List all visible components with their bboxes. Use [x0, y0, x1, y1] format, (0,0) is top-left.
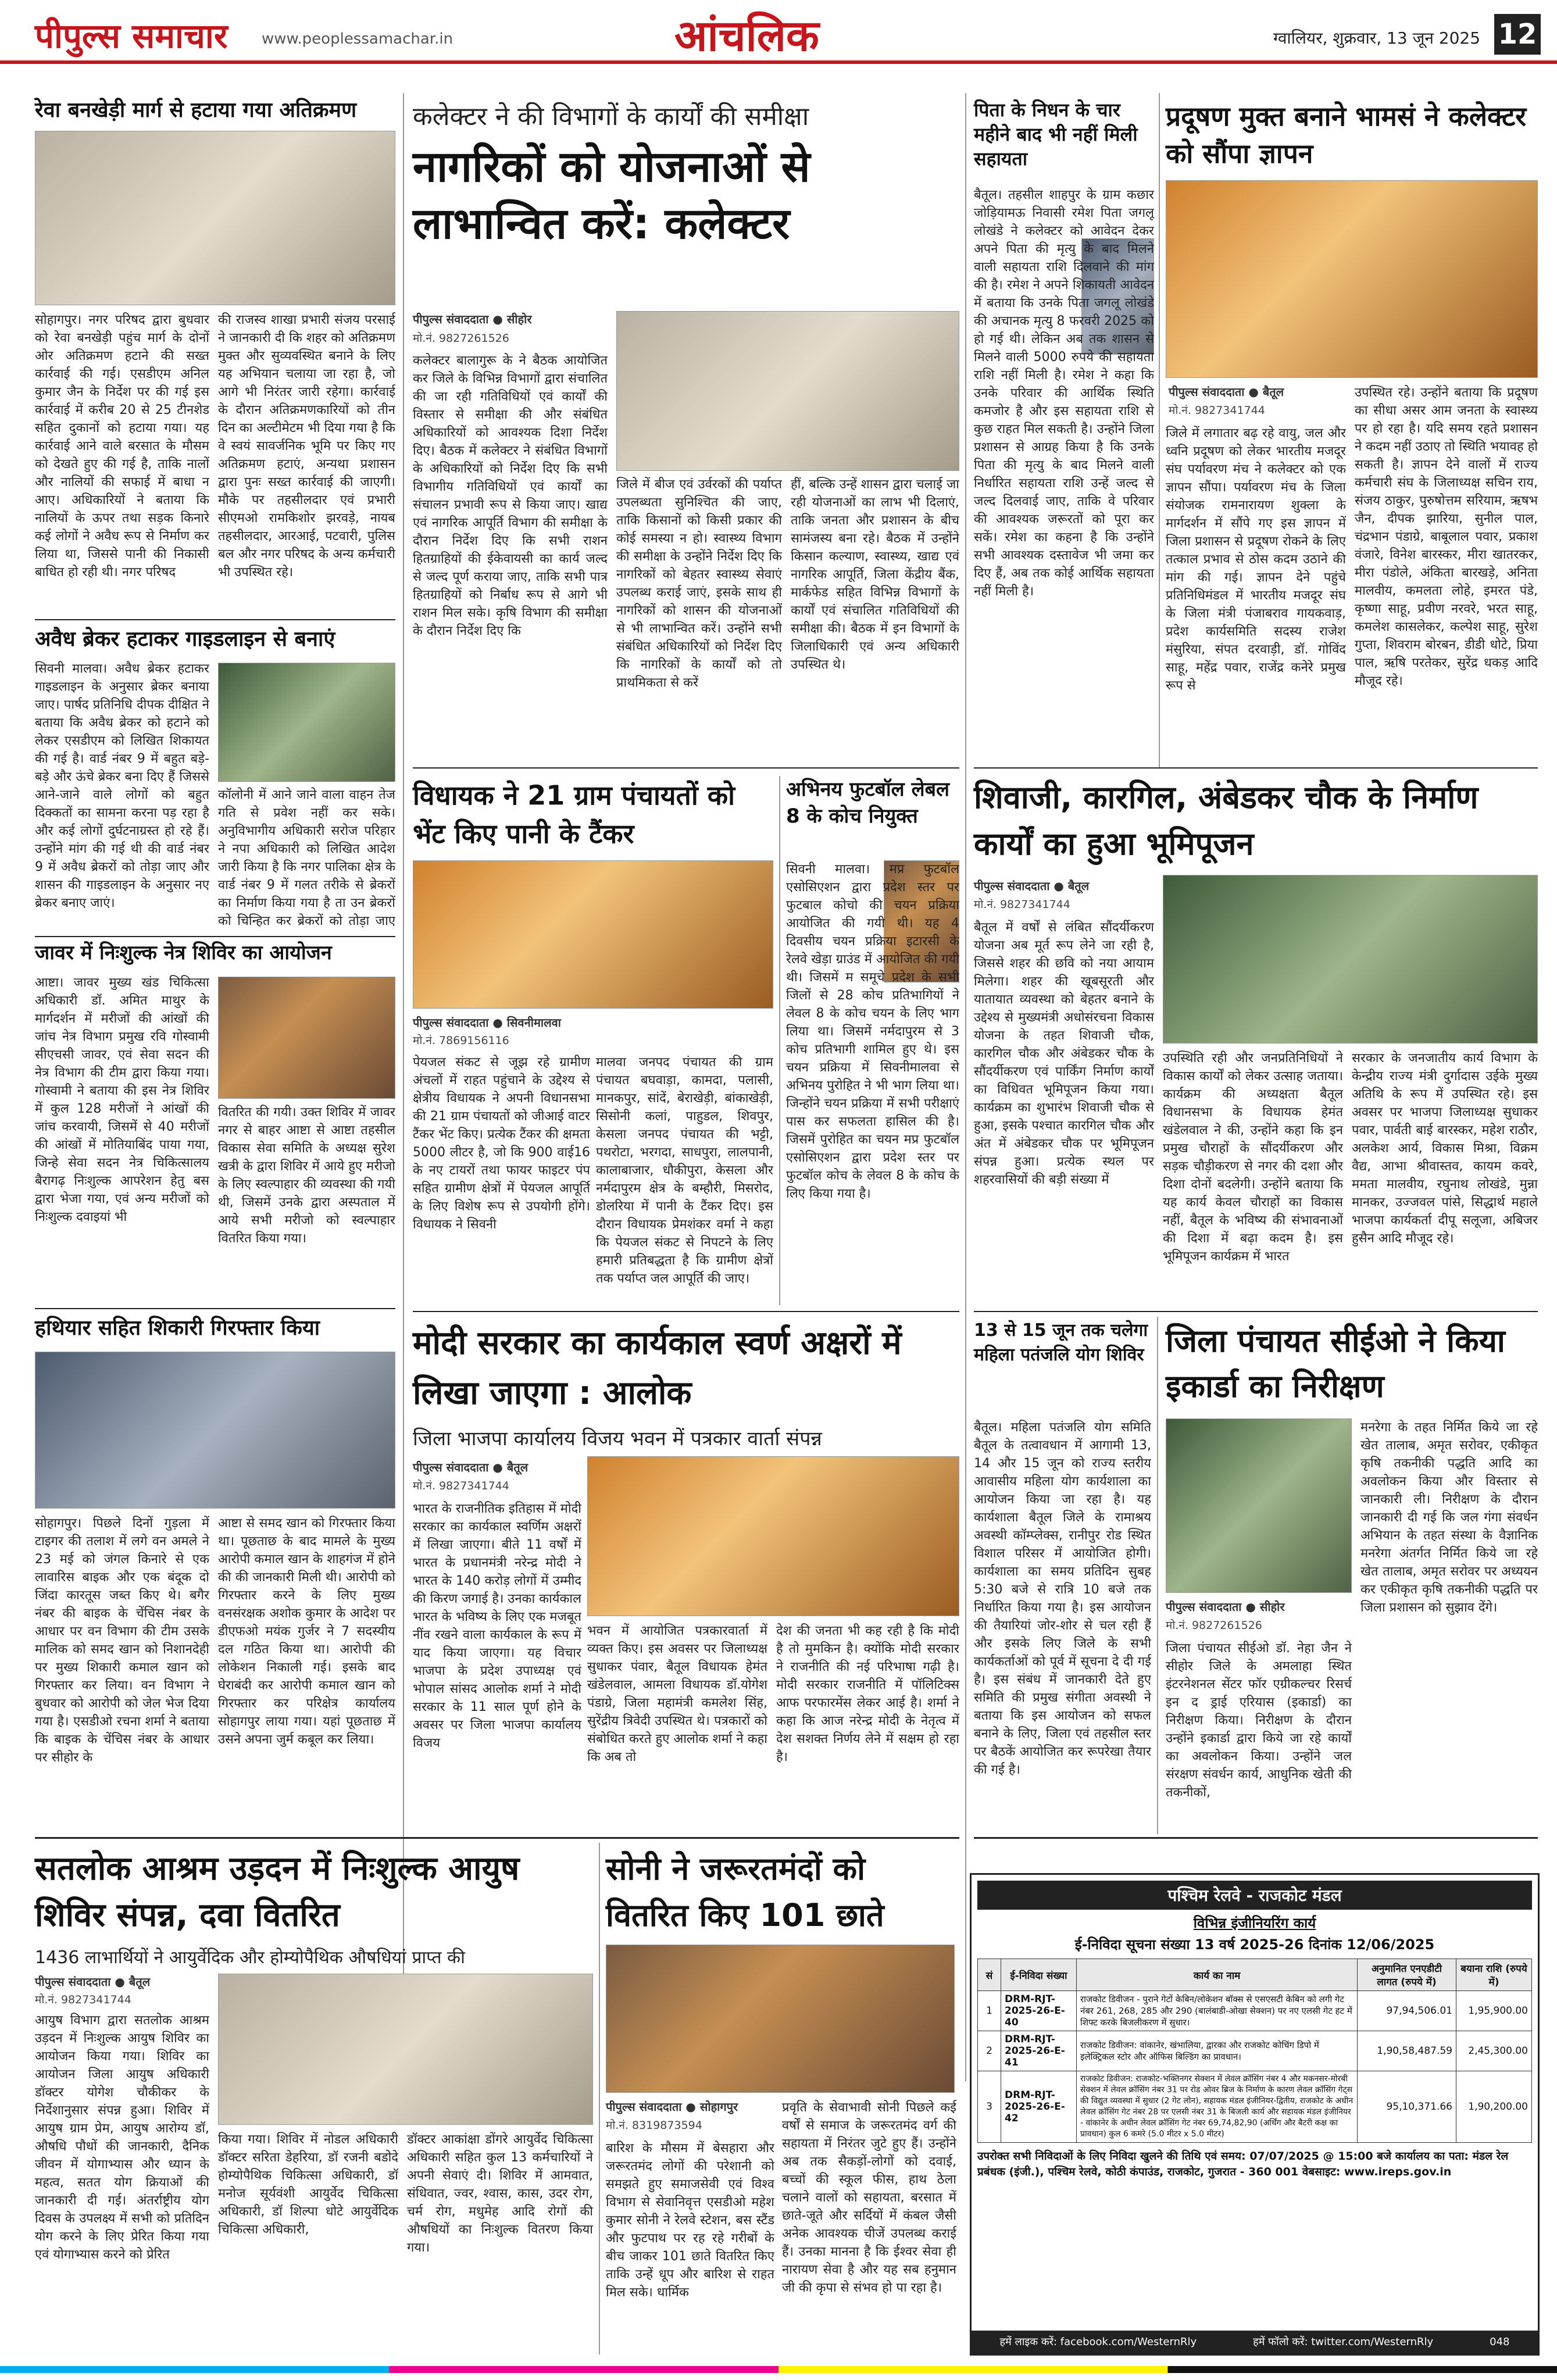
row-sn: 1 — [978, 1991, 1001, 2031]
tender-notice-no: ई-निविदा सूचना संख्या 13 वर्ष 2025-26 दिनांक 12/06/2025 — [1074, 1936, 1435, 1953]
tender-org: पश्चिम रेलवे - राजकोट मंडल — [977, 1881, 1532, 1910]
article-photo — [606, 1945, 955, 2093]
article-photo — [1163, 875, 1538, 1044]
article-body: प्रवृति के सेवाभावी सोनी पिछले कई वर्षों से समाज के जरूरतमंद वर्ग की सहायता में निरंतर जुटे हुए हैं। उन्होंने अब तक सैकड़ों-लोगों को दवाई, बच्चों की स्कूल फीस, हाथ ठेला चलाने वालों को सहायता, बरसात में छाते-जूते और सर्दियों में कंबल जैसी अनेक आवश्यक चीजें उपलब्ध कराई हैं। उनका मानना है कि ईश्वर सेवा ही नारायण सेवा है और यह सब हनुमान जी की कृपा से संभव हो पा रहा है। — [782, 2100, 956, 2295]
article-body: सोहागपुर। पिछले दिनों गुड़ला में टाइगर की तलाश में लगे वन अमले ने 23 मई को जंगल किनारे से एक लावारिस बाइक और एक बंदूक दो जिंदा कारतूस जब्त किए थे। बगैर नंबर की बाइक के चेंचिस नंबर के आधार पर वन विभाग की टीम उसके मालिक को समद खान को निशानदेही पर मुख्य शिकारी कमाल खान को गिरफ्तार कर लिया। वन विभाग ने बुधवार को आरोपी को जेल भेज दिया गया है। एसडीओ रचना शर्मा ने बताया कि बाइक के चेंचिस नंबर के आधार पर सीहोर के — [35, 1516, 209, 1765]
article-headline: सतलोक आश्रम उड़दन में निःशुल्क आयुष शिविर संपन्न, दवा वितरित — [35, 1850, 520, 1934]
column-divider — [1159, 93, 1160, 767]
article-body: बैतूल में वर्षों से लंबित सौंदर्यीकरण योजना अब मूर्त रूप लेने जा रही है, जिससे शहर की छवि को नया आयाम मिलेगा। शहर की खूबसूरती और यातायात व्यवस्था को बेहतर बनाने के उद्देश्य से मुख्यमंत्री अधोसंरचना विकास योजना के तहत शिवाजी चौक, कारगिल चौक और अंबेडकर चौक के सौंदर्यीकरण एवं पार्किंग निर्माण कार्यों का विधिवत भूमिपूजन किया गया। कार्यक्रम का शुभारंभ शिवाजी चौक से हुआ, इसके पश्चात कारगिल चौक और अंत में अंबेडकर चौक पर भूमिपूजन संपन्न हुआ। प्रत्येक स्थल पर शहरवासियों की बड़ी संख्या में — [974, 920, 1154, 1187]
table-header: बयाना राशि (रुपये में) — [1456, 1959, 1532, 1991]
facebook-link[interactable]: हमें लाइक करें: facebook.com/WesternRly — [999, 2336, 1197, 2348]
article-body: मालवा जनपद पंचायत की ग्राम पंचायत बघवाड़ा, कामदा, पलासी, मानकपुर, सांदें, बेराखेड़ी, बांकाखेड़ी, सिसोनी कलां, पाहुडल, शिवपुर, केसला जनपद पंचायत की भट्टी, पथरोटा, भरगदा, साधपुरा, लालपानी, कालाबाजार, धौकीपुरा, केसला और नर्मदापुरम क्षेत्र के बम्हौरी, मिसरोद, डोलरिया में पानी के टैंकर दिए। इस दौरान विधायक प्रेमशंकर वर्मा ने कहा कि पेयजल संकट से निपटने के लिए हमारी प्रतिबद्धता है कि ग्रामीण क्षेत्रों तक पर्याप्त जल आपूर्ति की जाए। — [596, 1055, 773, 1286]
divider — [974, 767, 1538, 769]
byline: पीपुल्स संवाददाता ● बैतूल — [1169, 385, 1284, 399]
article-headline: मोदी सरकार का कार्यकाल स्वर्ण अक्षरों में लिखा जाएगा : आलोक — [413, 1324, 902, 1412]
tender-table — [977, 1959, 1532, 2143]
reporter-mobile: मो.नं. 9827341744 — [35, 1993, 131, 2006]
divider — [974, 1837, 1538, 1839]
article-photo — [35, 131, 395, 305]
page-number: 12 — [1494, 14, 1541, 55]
column-divider — [403, 93, 404, 2093]
byline: पीपुल्स संवाददाता ● सीहोर — [413, 312, 532, 326]
row-work: राजकोट डिवीजन - पुराने गेटों केबिन/लोकेशन बॉक्स से एसएसटी केबिन को लगी गेट नंबर 261, 268, 285 और 290 (बालंबाडी-ओखा सेक्शन) पर नए एलसी गेट हट में शिफ्ट करके बिजलीकरण में सुधार। — [1077, 1991, 1358, 2031]
article-body: देश की जनता भी कह रही है कि मोदी है तो मुमकिन है। क्योंकि मोदी सरकार ने राजनीति की नई परिभाषा गढ़ी है। मोदी सरकार राजनीति में पॉलिटिक्स आफ परफारमेंस लेकर आई है। शर्मा ने कहा कि आज नरेन्द्र मोदी के नेतृत्व में देश सशक्त निर्णय लेने में सक्षम हो रहा है। — [776, 1624, 959, 1764]
article-body: आष्टा से समद खान को गिरफ्तार किया था। पूछताछ के बाद मामले के मुख्य आरोपी कमाल खान के शाहगंज में होने की की जानकारी मिली थी। आरोपी को गिरफ्तार करने के लिए मुख्य वनसंरक्षक अशोक कुमार के आदेश पर डीएफओ मयंक गुर्जर ने 7 सदस्यीय दल गठित किया था। आरोपी की लोकेशन निकाली गई। इसके बाद घेराबंदी कर आरोपी कमाल खान को गिरफ्तार कर परिक्षेत्र कार्यालय सोहागपुर लाया गया। यहां पूछताछ में उसने अपना जुर्म कबूल कर लिया। — [218, 1516, 395, 1747]
row-tender-no: DRM-RJT-2025-26-E-42 — [1001, 2071, 1077, 2143]
reporter-mobile: मो.नं. 8319873594 — [606, 2119, 702, 2132]
table-header: अनुमानित एनएडीटी लागत (रुपये में) — [1358, 1959, 1456, 1991]
section-title: आंचलिक — [674, 11, 819, 61]
article-body: डॉक्टर आकांक्षा डोंगरे आयुर्वेद चिकित्सा अधिकारी सहित कुल 13 कर्मचारियों ने अपनी सेवाएं दी। शिविर में आमवात, संधिवात, ज्वर, श्वास, कास, उदर रोग, चर्म रोग, मधुमेह आदि रोगों की औषधियों का निःशुल्क वितरण किया गया। — [407, 2132, 593, 2255]
reporter-mobile: मो.नं. 9827341744 — [1169, 404, 1265, 417]
row-emd: 1,90,200.00 — [1456, 2071, 1532, 2143]
row-emd: 1,95,900.00 — [1456, 1991, 1532, 2031]
table-row — [978, 1991, 1532, 2031]
table-row — [978, 2071, 1532, 2143]
byline: पीपुल्स संवाददाता ● बैतूल — [35, 1975, 151, 1989]
article-headline: अभिनय फुटबॉल लेबल 8 के कोच नियुक्त — [786, 778, 950, 828]
table-row — [978, 2031, 1532, 2071]
article-headline: विधायक ने 21 ग्राम पंचायतों को भेंट किए पानी के टैंकर — [413, 780, 735, 849]
article-headline: पिता के निधन के चार महीने बाद भी नहीं मिली सहायता — [974, 99, 1138, 170]
row-tender-no: DRM-RJT-2025-26-E-40 — [1001, 1991, 1077, 2031]
row-work: राजकोट डिवीजन: वांकानेर, खंभालिया, द्वारका और राजकोट कोचिंग डिपो में इलेक्ट्रिकल स्टोर और ऑफिस बिल्डिंग का प्रावधान। — [1077, 2031, 1358, 2071]
row-cost: 97,94,506.01 — [1358, 1991, 1456, 2031]
twitter-link[interactable]: हमें फॉलो करें: twitter.com/WesternRly — [1253, 2336, 1434, 2348]
print-colour-bar — [0, 2366, 1557, 2373]
article-subhead: जिला भाजपा कार्यालय विजय भवन में पत्रकार वार्ता संपन्न — [413, 1427, 822, 1450]
masthead — [0, 0, 1557, 64]
article-body: कलेक्टर बालागुरू के ने बैठक आयोजित कर जिले के विभिन्न विभागों द्वारा संचालित की जा रही गतिविधियों एवं कार्यों की विस्तार से समीक्षा की और संबंधित अधिकारियों को आवश्यक दिशा निर्देश दिए। बैठक में कलेक्टर ने संबंधित विभागों के अधिकारियों को निर्देश दिए कि सभी विभागीय गतिविधियों एवं कार्यों का संचालन प्रभावी रूप से किया जाए। खाद्य एवं नागरिक आपूर्ति विभाग की समीक्षा के दौरान निर्देश दिए कि सभी राशन हितग्राहियों की ईकेवायसी का कार्य जल्द से जल्द पूर्ण कराया जाए, ताकि सभी पात्र हितग्राहियों को निर्बाध रूप से आगे भी राशन मिल सके। कृषि विभाग की समीक्षा के दौरान निर्देश दिए कि — [413, 353, 608, 638]
article-headline: प्रदूषण मुक्त बनाने भामसं ने कलेक्टर को सौंपा ज्ञापन — [1166, 101, 1527, 169]
article-body: वितरित की गयी। उक्त शिविर में जावर नगर से बाहर आष्टा से आष्टा तहसील विकास सेवा समिति के अध्यक्ष सुरेश खत्री के द्वारा शिविर में आये हुए मरीजो के लिए स्वल्पाहार की व्यवस्था की गयी थी, जिसमें उनके द्वारा अस्पताल में आये सभी मरीजो को स्वल्पाहार वितरित किया गया। — [218, 1105, 395, 1246]
table-header: सं — [978, 1959, 1001, 1991]
divider — [35, 936, 395, 937]
article-photo — [1166, 1418, 1352, 1593]
row-tender-no: DRM-RJT-2025-26-E-41 — [1001, 2031, 1077, 2071]
article-body: कॉलोनी में आने जाने वाला वाहन तेज गति से प्रवेश नहीं कर सके। अनुविभागीय अधिकारी सरोज परिहार ने नपा अधिकारी को लिखित आदेश जारी किया है कि नगर पालिका क्षेत्र के वार्ड नंबर 9 में गलत तरीके से ब्रेकरों का निर्माण किया गया है ता उन ब्रेकरों को चिन्हित कर ब्रेकरों को तोड़ा जाए — [218, 788, 395, 928]
article-body: आष्टा। जावर मुख्य खंड चिकित्सा अधिकारी डॉ. अमित माथुर के मार्गदर्शन में मरीजों की आंखों की जांच नेत्र विभाग प्रमुख रवि गोस्वामी सीएचसी जावर, एवं सेवा सदन की नेत्र विभाग की टीम द्वारा किया गया। गोस्वामी ने बताया की इस नेत्र शिविर में कुल 128 मरीजों ने आंखों की जांच करवायी, जिसमें से 40 मरीजों की आंखों में मोतियाबिंद पाया गया, जिन्हे सेवा सदन नेत्र चिकित्सालय बैरागढ़ निःशुल्क आपरेशन हेतु बस द्वारा भेजा गया, एवं अन्य मरीजों को निःशुल्क दवाइयां भी — [35, 975, 209, 1224]
row-work: राजकोट डिवीजन: राजकोट-भक्तिनगर सेक्शन में लेवल क्रॉसिंग नंबर 4 और मकनसर-मोरबी सेक्शन में लेवल क्रॉसिंग नंबर 31 पर रोड ओवर ब्रिज के निर्माण के कारण लेवल क्रॉसिंग गेट्स की विद्युत व्यवस्था में सुधार (2 गेट लोन), सहायक मंडल इंजीनियर-द्वितीय, राजकोट के अधीन लेवल क्रॉसिंग गेट नंबर 28 पर एलसी नंबर 31 के बिजली कार्य और सहायक मंडल इंजीनियर - वांकानेर के अधीन लेवल क्रॉसिंग गेट नंबर 69,74,82,90 (अर्थिंग और बैटरी कक्ष का प्रावधान) कुल 6 कमरे (5.0 मीटर x 5.0 मीटर) — [1077, 2071, 1358, 2143]
divider — [413, 1311, 959, 1312]
tender-dept: विभिन्न इंजीनियरिंग कार्य — [1193, 1915, 1316, 1931]
article-body: आयुष विभाग द्वारा सतलोक आश्रम उड़दन में निःशुल्क आयुष शिविर का आयोजन किया गया। शिविर का आयोजन जिला आयुष अधिकारी डॉक्टर योगेश चौकीकर के निर्देशानुसार संपन्न हुआ। शिविर में आयुष ग्राम प्रेम, आयुष आरोग्य डॉ, औषधि पौधों की जानकारी, दैनिक जीवन में योगाभ्यास और ध्यान के महत्व, सतत योग क्रियाओं की जानकारी दी गई। अंतर्राष्ट्रीय योग दिवस के उपलक्ष्य में सभी को प्रतिदिन योग करने के लिए प्रेरित किया गया एवं योगाभ्यास करने को प्रेरित — [35, 2013, 209, 2262]
article-photo — [35, 1352, 395, 1509]
article-photo — [218, 977, 395, 1099]
article-body: सिवनी मालवा। अवैध ब्रेकर हटाकर गाइडलाइन के अनुसार ब्रेकर बनाया जाए। पार्षद प्रतिनिधि दीपक दीक्षित ने बताया कि अवैध ब्रेकर को हटाने को लेकर एसडीएम को लिखित शिकायत की गई है। वार्ड नंबर 9 में बहुत बड़े-बड़े और ऊंचे ब्रेकर बना दिए हैं जिससे आने-जाने वाले लोगों को बहुत दिक्कतों का सामना करना पड़ रहा है और कई लोगों दुर्घटनाग्रस्त हो रहे हैं। उन्होंने मांग की गई थी की वार्ड नंबर 9 में अवैध ब्रेकरों को तोड़ा जाए और शासन की गाइडलाइन के अनुसार नए ब्रेकर बनाए जाएं। — [35, 662, 209, 910]
article-body: बैतूल। तहसील शाहपुर के ग्राम कछार जोड़ियामऊ निवासी रमेश पिता जगलू लोखंडे ने कलेक्टर को आवेदन देकर अपने पिता की मृत्यु के बाद मिलने वाली सहायता राशि दिलवाने की मांग की है। रमेश ने अपने शिकायती आवेदन में बताया कि उनके पिता जगलू लोखंडे की अचानक मृत्यु 8 फरवरी 2025 को हो गई थी। लेकिन अब तक शासन से मिलने वाली 5000 रुपये की सहायता राशि नहीं मिली है। रमेश ने कहा कि उनके परिवार की आर्थिक स्थिति कमजोर है और इस सहायता राशि से कुछ राहत मिल सकती है। उन्होंने जिला प्रशासन से आग्रह किया है कि उनके पिता की मृत्यु के बाद मिलने वाली निर्धारित सहायता राशि उन्हें जल्द से जल्द दिलवाई जाए, ताकि वे परिवार की आवश्यक जरूरतों को पूरा कर सकें। रमेश का कहना है कि उन्होंने सभी आवश्यक दस्तावेज भी जमा कर दिए हैं, अब तक कोई आर्थिक सहायता नहीं मिली है। — [974, 188, 1154, 599]
reporter-mobile: मो.नं. 7869156116 — [413, 1034, 509, 1047]
tender-notice — [970, 1873, 1540, 2356]
article-body: उपस्थिति रही और जनप्रतिनिधियों ने विकास कार्यों को लेकर उत्साह जताया। कार्यक्रम की अध्यक्षता बैतूल विधानसभा के विधायक हेमंत खंडेलवाल ने की, उन्होंने कहा कि इन प्रमुख चौराहों के सौंदर्यीकरण और सड़क चौड़ीकरण से नगर की दशा और दिशा दोनों बदलेगी। उन्होंने बताया कि यह कार्य केवल चौराहों का विकास नहीं, बैतूल के भविष्य की संभावनाओं की दिशा में बढ़ा कदम है। इस भूमिपूजन कार्यक्रम में भारत — [1163, 1051, 1343, 1264]
column-divider — [599, 1843, 600, 2354]
article-photo — [218, 1974, 593, 2125]
article-body: उपस्थित रहे। उन्होंने बताया कि प्रदूषण का सीधा असर आम जनता के स्वास्थ्य पर हो रहा है। यदि समय रहते प्रशासन ने कदम नहीं उठाए तो स्थिति भयावह हो सकती है। ज्ञापन देने वालों में राज्य कर्मचारी संघ के जिलाध्यक्ष सचिन राय, संजय ठाकुर, पुरुषोत्तम सरियाम, ऋषभ जैन, दीपक झारिया, सुनील पाल, चंद्रभान पंडाग्रे, बाबूलाल पवार, प्रकाश वंजारे, विनेश बारस्कर, मीरा खातरकर, मीरा पंडोले, अंकिता बारखड़े, अनिता मालवीय, कमलता लोहे, इमरत पंडे, कृष्णा साहू, प्रवीण नरवरे, भरत साहू, कमलेश कासलेकर, कल्पेश साहू, सुरेश गुप्ता, शिवराम बोरबन, डीडी धोटे, प्रिया पाल, ऋषि परतेकर, सुरेंद्र धकड़ आदि मौजूद रहे। — [1355, 385, 1538, 688]
reporter-mobile: मो.नं. 9827341744 — [974, 898, 1070, 911]
byline: पीपुल्स संवाददाता ● बैतूल — [974, 879, 1090, 893]
reporter-mobile: मो.नं. 9827341744 — [413, 1480, 509, 1492]
row-sn: 3 — [978, 2071, 1001, 2143]
divider — [35, 619, 395, 620]
row-sn: 2 — [978, 2031, 1001, 2071]
article-body: हीं, बल्कि उन्हें शासन द्वारा चलाई जा रही योजनाओं का लाभ भी दिलाएं, ताकि जनता और प्रशासन के बीच सामंजस्य बना रहे। बैठक में उन्होंने किसान कल्याण, स्वास्थ्य, खाद्य एवं नागरिक आपूर्ति, जिला केंद्रीय बैंक, मार्कफेड सहित विभिन्न विभागों के कार्यों एवं संचालित गतिविधियों की समीक्षा की। बैठक में इन विभागों के जिलाधिकारी एवं अन्य अधिकारी उपस्थित थे। — [791, 477, 959, 672]
byline: पीपुल्स संवाददाता ● सीहोर — [1166, 1600, 1285, 1614]
article-headline: 13 से 15 जून तक चलेगा महिला पतंजलि योग शिविर — [974, 1320, 1148, 1365]
article-body: मनरेगा के तहत निर्मित किये जा रहे खेत तालाब, अमृत सरोवर, एकीकृत कृषि तकनीकी पद्धति आदि का अवलोकन किया और विस्तार से जानकारी ली। निरीक्षण के दौरान जानकारी दी गई कि जल गंगा संवर्धन अभियान के तहत संस्था के वैज्ञानिक मनरेगा अंतर्गत निर्मित किये जा रहे खेत तालाब, अमृत सरोवर पर अध्ययन कर एकीकृत कृषि तकनीकी पद्धति पर जिला प्रशासन को सुझाव देंगे। — [1360, 1420, 1538, 1615]
article-headline: जिला पंचायत सीईओ ने किया इकार्डा का निरीक्षण — [1166, 1323, 1505, 1405]
reporter-mobile: मो.नं. 9827261526 — [413, 332, 509, 345]
reporter-mobile: मो.नं. 9827261526 — [1166, 1619, 1262, 1632]
tender-code: 048 — [1490, 2336, 1510, 2348]
tender-footer: उपरोक्त सभी निविदाओं के लिए निविदा खुलने की तिथि एवं समय: 07/07/2025 @ 15:00 बजे कार्यालय का पता: मंडल रेल प्रबंधक (इंजी.), पश्चिम रेलवे, कोठी कंपाउंड, राजकोट, गुजरात - 360 001 वेबसाइट: www.ireps.gov.in — [977, 2150, 1509, 2178]
website-link[interactable]: www.peoplessamachar.in — [262, 30, 453, 48]
column-divider — [1157, 1317, 1158, 1834]
article-headline: हथियार सहित शिकारी गिरफ्तार किया — [35, 1316, 320, 1340]
article-headline: शिवाजी, कारगिल, अंबेडकर चौक के निर्माण कार्यों का हुआ भूमिपूजन — [974, 779, 1479, 862]
article-photo — [616, 311, 959, 471]
article-photo — [413, 860, 773, 1009]
article-body: सिवनी मालवा। मप्र फुटबॉल एसोसिएशन द्वारा प्रदेश स्तर पर फुटबाल कोचो की चयन प्रक्रिया आयोजित की गयी थी। यह 4 दिवसीय चयन प्रक्रिया इटारसी के रेलवे खेड़ा ग्राउंड में आयोजित की गयी थी। जिसमें म समूचे प्रदेश के सभी जिलों से 28 कोच प्रतिभागियों ने लेवल 8 के कोच चयन के लिए भाग लिया था। जिसमें नर्मदापुरम से 3 कोच प्रतिभागी शामिल हुए थे। इस चयन प्रक्रिया में सिवनीमालवा से अभिनय पुरोहित ने भी भाग लिया था। जिन्होंने चयन प्रक्रिया में सभी परीक्षाएं पास कर सफलता हासिल की है। जिसमें पुरोहित का चयन मप्र फुटबॉल एसोसिएशन द्वारा प्रदेश स्तर पर फुटबॉल कोच के लेवल 8 के कोच के लिए किया गया है। — [786, 862, 959, 1201]
divider — [35, 1308, 395, 1309]
article-body: पेयजल संकट से जूझ रहे ग्रामीण अंचलों में राहत पहुंचाने के उद्देश्य से क्षेत्रीय विधायक ने अपनी विधानसभा की 21 ग्राम पंचायतों को जीआई वाटर टैंकर भेंट किए। प्रत्येक टैंकर की क्षमता 5000 लीटर है, जो कि 900 वाई16 के नए टायरों तथा फायर फाइटर पंप सहित ग्रामीण क्षेत्रों में पेयजल आपूर्ति के लिए विशेष रूप से उपयोगी होंगे। विधायक ने सिवनी — [413, 1055, 590, 1232]
divider — [413, 767, 959, 769]
article-body: जिले में बीज एवं उर्वरकों की पर्याप्त उपलब्धता सुनिश्चित की जाए, ताकि किसानों को किसी प्रकार की कोई समस्या न हो। स्वास्थ्य विभाग की समीक्षा के उन्होंने निर्देश दिए कि नागरिकों को बेहतर स्वास्थ्य सेवाएं उपलब्ध कराई जाएं, इसके साथ ही नागरिकों को शासन की योजनाओं से भी लाभान्वित करें। उन्होंने सभी संबंधित अधिकारियों को निर्देश दिए कि नागरिकों के कार्यों को तो प्राथमिकता से करें — [616, 477, 782, 690]
paper-logo: पीपुल्स समाचार — [35, 16, 228, 56]
column-divider — [779, 776, 780, 1305]
article-photo — [218, 663, 395, 782]
byline: पीपुल्स संवाददाता ● सिवनीमालवा — [413, 1016, 561, 1030]
article-body: की राजस्व शाखा प्रभारी संजय परसाई ने जानकारी दी कि शहर को अतिक्रमण मुक्त और सुव्यवस्थित बनाने के लिए यह अभियान चलाया जा रहा है, जो आगे भी निरंतर जारी रहेगा। कार्रवाई के दौरान अतिक्रमणकारियों को तीन दिन का अल्टीमेटम भी दिया गया है कि वे स्वयं सावर्जनिक भूमि पर किए गए अतिक्रमण हटाएं, अन्यथा प्रशासन द्वारा पुनः सख्त कार्रवाई की जाएगी। मौके पर तहसीलदार एवं प्रभारी सीएमओ रामकिशोर झरवड़े, नायब तहसीलदार, आरआई, पटवारी, पुलिस बल और नगर परिषद के अन्य कर्मचारी भी उपस्थित रहे। — [218, 313, 395, 580]
byline: पीपुल्स संवाददाता ● सोहागपुर — [606, 2100, 738, 2114]
divider — [974, 1311, 1538, 1312]
article-body: सोहागपुर। नगर परिषद द्वारा बुधवार को रेवा बनखेड़ी पहुंच मार्ग के दोनों ओर अतिक्रमण हटाने की सख्त कार्रवाई की गई। एसडीएम अनिल कुमार जैन के निर्देश पर की गई इस कार्रवाई में करीब 20 से 25 टीनशेड सहित दुकानों को हटाया गया। यह कार्रवाई आने वाले बरसात के मौसम को देखते हुए की गई है, ताकि नालों और नालियों की सफाई में बाधा न आए। अधिकारियों ने बताया कि नालियों के ऊपर तथा सड़क किनारे कई लोगों ने अवैध रूप से निर्माण कर लिया था, जिससे पानी की निकासी बाधित हो रही थी। नगर परिषद — [35, 313, 209, 580]
byline: पीपुल्स संवाददाता ● बैतूल — [413, 1460, 528, 1474]
row-cost: 95,10,371.66 — [1358, 2071, 1456, 2143]
dateline: ग्वालियर, शुक्रवार, 13 जून 2025 — [1273, 28, 1481, 48]
row-emd: 2,45,300.00 — [1456, 2031, 1532, 2071]
article-headline: सोनी ने जरूरतमंदों को वितरित किए 101 छाते — [606, 1850, 884, 1934]
tender-social — [972, 2331, 1538, 2354]
table-header: कार्य का नाम — [1077, 1959, 1358, 1991]
article-headline: जावर में निःशुल्क नेत्र शिविर का आयोजन — [35, 941, 332, 964]
divider — [35, 1837, 959, 1839]
article-kicker: कलेक्टर ने की विभागों के कार्यों की समीक्षा — [413, 102, 809, 131]
lead-headline: नागरिकों को योजनाओं से लाभान्वित करें: कलेक्टर — [413, 142, 810, 249]
article-body: भारत के राजनीतिक इतिहास में मोदी सरकार का कार्यकाल स्वर्णिम अक्षरों में लिखा जाएगा। बीते 11 वर्षों में भारत के प्रधानमंत्री नरेन्द्र मोदी ने भारत के 140 करोड़ लोगों में उम्मीद की किरण जगाई है। उनका कार्यकाल भारत के भविष्य के लिए एक मजबूत नींव रखने वाला कार्यकाल के रूप में याद किया जाएगा। यह विचार भाजपा के प्रदेश उपाध्यक्ष एवं भोपाल सांसद आलोक शर्मा ने मोदी सरकार के 11 साल पूर्ण होने के अवसर पर जिला भाजपा कार्यालय विजय — [413, 1502, 581, 1750]
row-cost: 1,90,58,487.59 — [1358, 2031, 1456, 2071]
article-body: बारिश के मौसम में बेसहारा और जरूरतमंद लोगों की परेशानी को समझते हुए समाजसेवी एवं विश्व विभाग से सेवानिवृत्त एसडीओ महेश कुमार सोनी ने रेलवे स्टेशन, बस स्टैंड और फुटपाथ पर रह रहे गरीबों के बीच जाकर 101 छाते वितरित किए ताकि उन्हें धूप और बारिश से राहत मिल सके। धार्मिक — [606, 2141, 774, 2300]
article-body: जिले में लगातार बढ़ रहे वायु, जल और ध्वनि प्रदूषण को लेकर भारतीय मजदूर संघ पर्यावरण मंच ने कलेक्टर को एक ज्ञापन सौंपा। पर्यावरण मंच के जिला संयोजक रामनारायण शुक्ला के मार्गदर्शन में सौंपे गए इस ज्ञापन में जिला प्रशासन से प्रदूषण रोकने के लिए तत्काल प्रभाव से ठोस कदम उठाने की मांग की गई। ज्ञापन देने पहुंचे प्रतिनिधिमंडल में भारतीय मजदूर संघ के जिला मंत्री पंजाबराव गायकवाड़, प्रदेश कार्यसमिति सदस्य राजेश मंसुरिया, संपत दरवाड़ी, डॉ. गोविंद साहू, महेंद्र पवार, राजेंद्र कनेरे प्रमुख रूप से — [1166, 426, 1346, 693]
article-body: बैतूल। महिला पतंजलि योग समिति बैतूल के तत्वावधान में आगामी 13, 14 और 15 जून को राज्य स्तरीय आवासीय महिला योग कार्यशाला का आयोजन किया जा रहा है। यह कार्यशाला बैतूल जिले के रामाश्रय अवस्थी कॉम्प्लेक्स, रानीपुर रोड स्थित विशाल परिसर में आयोजित होगी। कार्यशाला का समय प्रतिदिन सुबह 5:30 बजे से रात्रि 10 बजे तक निर्धारित किया गया है। इस आयोजन की तैयारियां जोर-शोर से चल रही हैं और इसके लिए जिले के सभी कार्यकर्ताओं को पूर्व में सूचना दे दी गई है। इस संबंध में जानकारी देते हुए समिति की प्रमुख संगीता अवस्थी ने बताया कि इस आयोजन को सफल बनाने के लिए, जिला एवं तहसील स्तर पर बैठकें आयोजित कर रूपरेखा तैयार की गई है। — [974, 1420, 1151, 1777]
article-body: किया गया। शिविर में नोडल अधिकारी डॉक्टर सरिता डेहरिया, डॉ रजनी बडोदे होम्योपैथिक चिकित्सा अधिकारी, डॉ मनोज सूर्यवंशी आयुर्वेद चिकित्सा अधिकारी, डॉ शिल्पा धोटे आयुर्वेदिक चिकित्सा अधिकारी, — [218, 2132, 398, 2237]
article-headline: अवैध ब्रेकर हटाकर गाइडलाइन से बनाएं — [35, 627, 335, 651]
article-headline: रेवा बनखेड़ी मार्ग से हटाया गया अतिक्रमण — [35, 98, 357, 122]
article-body: भवन में आयोजित पत्रकारवार्ता में व्यक्त किए। इस अवसर पर जिलाध्यक्ष सुधाकर पंवार, बैतूल विधायक हेमंत खंडेलवाल, आमला विधायक डॉ.योगेश पंडाग्रे, जिला महामंत्री कमलेश सिंह, सुरेंद्रीय त्रिवेदी उपस्थित थे। पत्रकारों को संबोधित करते हुए आलोक शर्मा ने कहा कि अब तो — [587, 1624, 767, 1764]
article-subhead: 1436 लाभार्थियों ने आयुर्वेदिक और होम्योपैथिक औषधियां प्राप्त की — [35, 1947, 465, 1968]
article-photo — [1166, 180, 1538, 378]
article-photo — [587, 1456, 959, 1616]
article-body: सरकार के जनजातीय कार्य विभाग के केन्द्रीय राज्य मंत्री दुर्गादास उईके मुख्य अतिथि के रूप में उपस्थित रहे। इस अवसर पर भाजपा जिलाध्यक्ष सुधाकर पवार, पार्वती बाई बारस्कर, महेश राठौर, अलकेश आर्य, विकास मिश्रा, विक्रम वैद्य, आभा श्रीवास्तव, कायम कवरे, ममता मालवीय, रघुनाथ लोखंडे, मुन्ना मानकर, उज्जवल पांसे, सिद्धार्थ महाले भाजपा कार्यकर्ता दीपू सलूजा, अबिजर हुसैन आदि मौजूद रहे। — [1352, 1051, 1538, 1246]
article-body: जिला पंचायत सीईओ डॉ. नेहा जैन ने सीहोर जिले के अमलाहा स्थित इंटरनेशनल सेंटर फॉर एग्रीकल्चर रिसर्च इन द ड्राई एरियास (इकार्डा) का निरीक्षण किया। निरीक्षण के दौरान उन्होंने इकार्डा द्वारा किये जा रहे कार्यों का अवलोकन किया। उन्होंने जल संरक्षण संवर्धन कार्य, आधुनिक खेती की तकनीकों, — [1166, 1641, 1352, 1800]
table-header: ई-निविदा संख्या — [1001, 1959, 1077, 1991]
column-divider — [965, 93, 966, 2081]
